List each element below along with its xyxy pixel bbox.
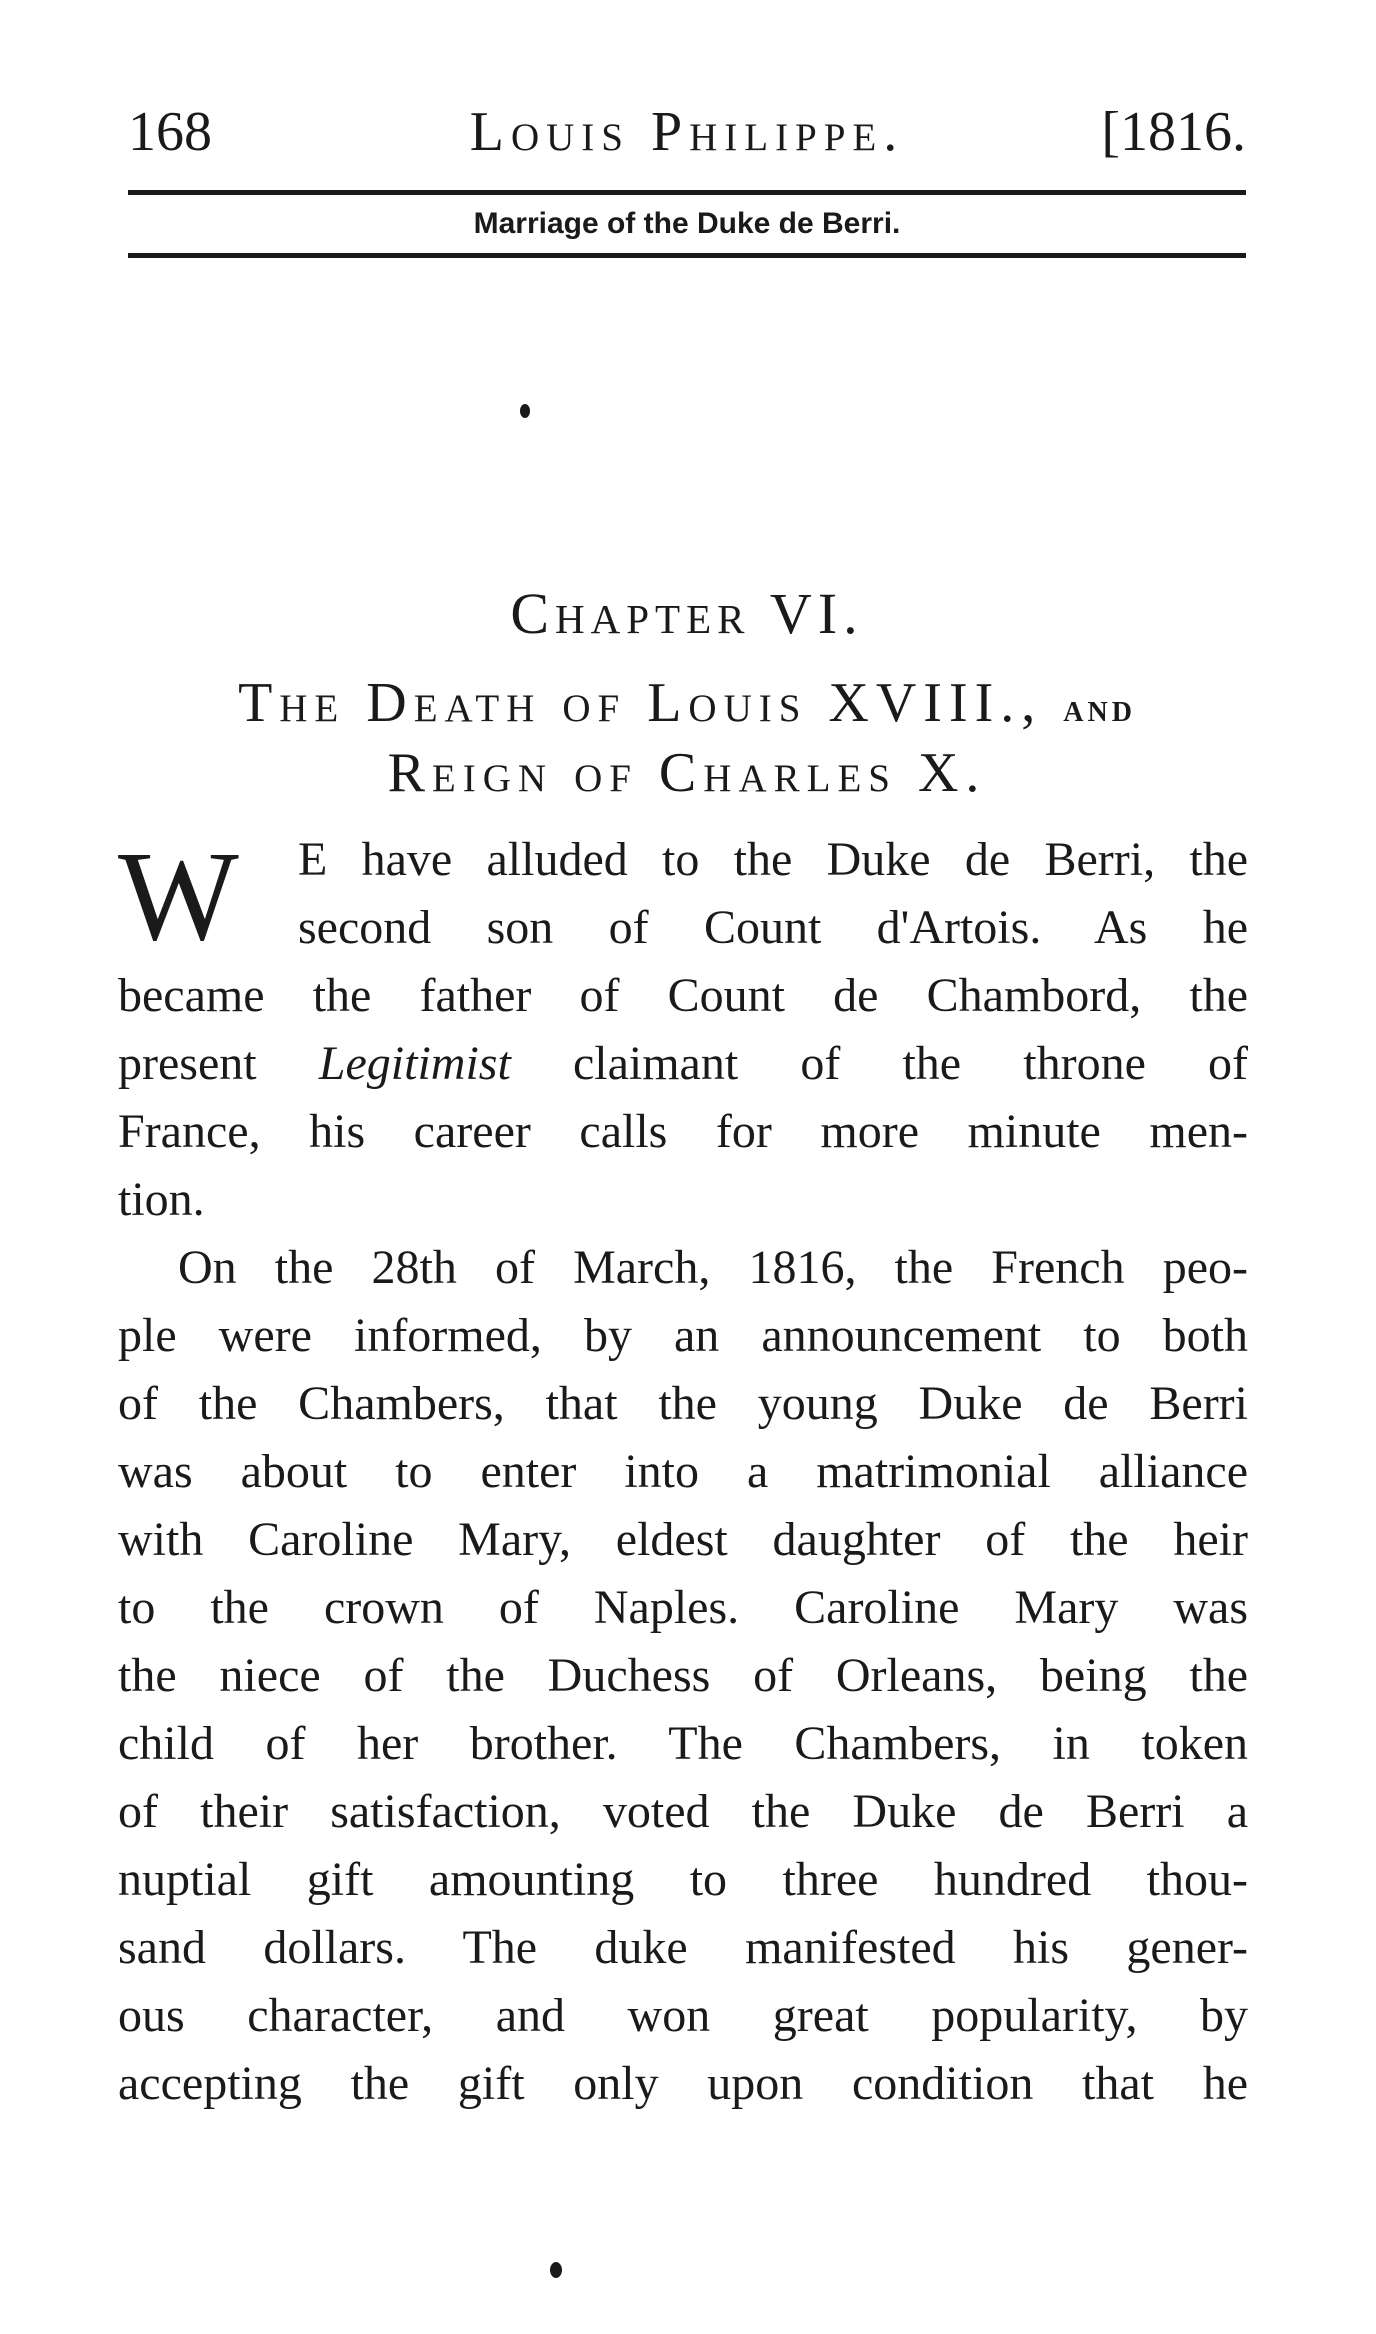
chapter-title-main: The Death of Louis XVIII., bbox=[238, 672, 1043, 734]
italic-term: Legitimist bbox=[318, 1037, 511, 1090]
text-line: became the father of Count de Chambord, the bbox=[118, 969, 1248, 1022]
text-line: France, his career calls for more minute men- bbox=[118, 1105, 1248, 1158]
chapter-title-line2: Reign of Charles X. bbox=[387, 742, 987, 804]
text-line: tion. bbox=[118, 1173, 205, 1226]
header-rule-bottom bbox=[128, 253, 1246, 258]
body-text bbox=[118, 826, 1248, 2118]
ink-speck bbox=[520, 404, 530, 418]
text-line: nuptial gift amounting to three hundred thou- bbox=[118, 1853, 1248, 1906]
text-line: with Caroline Mary, eldest daughter of the heir bbox=[118, 1513, 1248, 1566]
ink-speck bbox=[550, 2262, 562, 2278]
header-rule-top bbox=[128, 190, 1246, 195]
text-line: accepting the gift only upon condition that he bbox=[118, 2057, 1248, 2110]
page-number: 168 bbox=[128, 101, 212, 163]
drop-cap: W bbox=[118, 825, 239, 967]
text-line: child of her brother. The Chambers, in token bbox=[118, 1717, 1248, 1770]
text-line: E have alluded to the Duke de Berri, the bbox=[298, 833, 1248, 886]
text-line: the niece of the Duchess of Orleans, being the bbox=[118, 1649, 1248, 1702]
chapter-title-and: and bbox=[1063, 685, 1136, 730]
text-line: to the crown of Naples. Caroline Mary was bbox=[118, 1581, 1248, 1634]
header-year: [1816. bbox=[1101, 101, 1246, 163]
text-segment: claimant of the throne of bbox=[510, 1037, 1249, 1090]
text-line: was about to enter into a matrimonial alliance bbox=[118, 1445, 1248, 1498]
chapter-number: Chapter VI. bbox=[510, 581, 864, 646]
text-line: On the 28th of March, 1816, the French peo- bbox=[178, 1241, 1248, 1294]
text-segment: present bbox=[118, 1037, 319, 1090]
text-line: ple were informed, by an announcement to both bbox=[118, 1309, 1248, 1362]
running-title: Louis Philippe. bbox=[469, 101, 905, 163]
chapter-title-line1 bbox=[128, 668, 1246, 738]
text-line: second son of Count d'Artois. As he bbox=[298, 901, 1248, 954]
running-header bbox=[128, 92, 1246, 172]
text-line bbox=[118, 1030, 1248, 1098]
text-line: sand dollars. The duke manifested his gener- bbox=[118, 1921, 1248, 1974]
text-line: of the Chambers, that the young Duke de Berri bbox=[118, 1377, 1248, 1430]
text-line: of their satisfaction, voted the Duke de Berri a bbox=[118, 1785, 1248, 1838]
text-line: ous character, and won great popularity, by bbox=[118, 1989, 1248, 2042]
chapter-title bbox=[128, 668, 1246, 808]
section-subheading: Marriage of the Duke de Berri. bbox=[473, 207, 901, 240]
